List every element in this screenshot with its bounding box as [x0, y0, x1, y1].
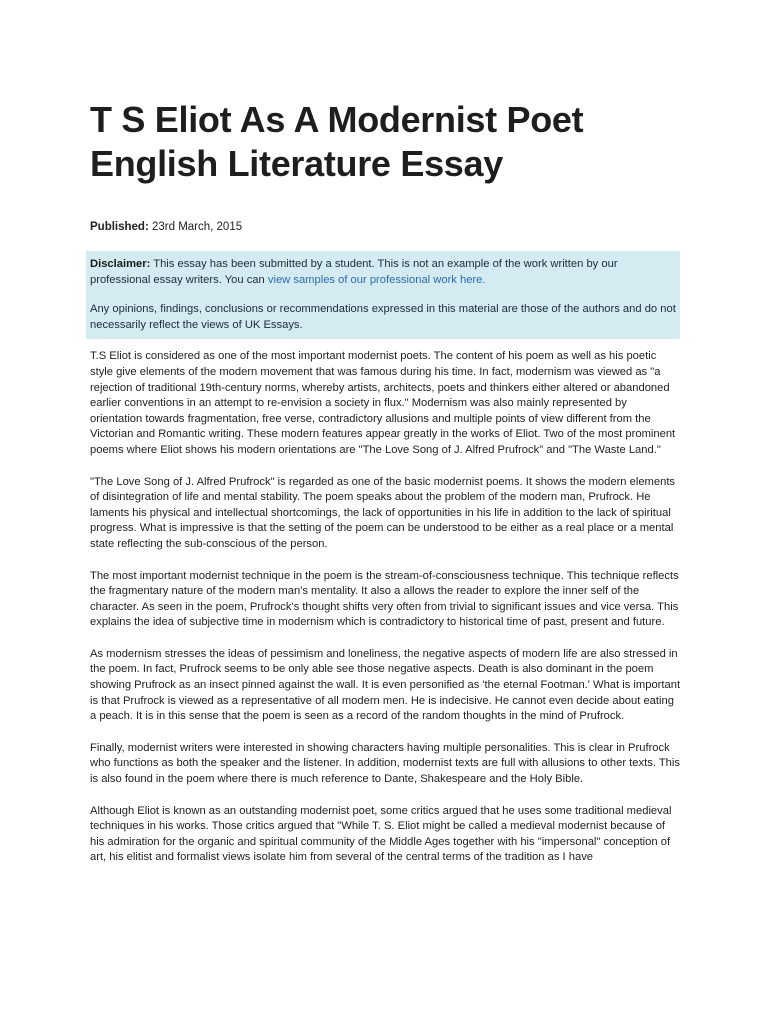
published-label: Published:: [90, 221, 149, 233]
essay-paragraph: The most important modernist technique in the poem is the stream-of-consciousness technique. This technique reflects the fragmentary nature of the modern man's mentality. It also a allows the reader to explore the inner self of the character. As seen in the poem, Prufrock's thought shifts very often from trivial to significant issues and vice versa. This explains the idea of subjective time in modernism which is contradictory to historical time of past, present and future.: [90, 569, 679, 629]
disclaimer-box: [86, 251, 680, 339]
published-date: 23rd March, 2015: [151, 221, 243, 233]
published-line: [90, 220, 682, 235]
disclaimer-text: This essay has been submitted by a student. This is not an example of the work written by our professional essay writers. You can: [90, 258, 618, 286]
page-title: T S Eliot As A Modernist Poet English Literature Essay: [90, 99, 584, 184]
essay-paragraph: As modernism stresses the ideas of pessimism and loneliness, the negative aspects of modern life are also stressed in the poem. In fact, Prufrock seems to be only able see those negative aspects. Death is also dominant in the poem showing Prufrock as an insect pinned against the wall. It is even personified as 'the eternal Footman.' What is important is that Prufrock is viewed as a representative of all modern men. He is indecisive. He cannot even decide about eating a peach. It is in this sense that the poem is seen as a record of the random thoughts in the mind of Prufrock.: [90, 647, 681, 723]
essay-paragraph: Finally, modernist writers were interested in showing characters having multiple personalities. This is clear in Prufrock who functions as both the speaker and the listener. In addition, modernist texts are full with allusions to other texts. This is also found in the poem where there is much reference to Dante, Shakespeare and the Holy Bible.: [90, 741, 680, 786]
professional-work-link[interactable]: view samples of our professional work here.: [267, 273, 486, 286]
essay-paragraph: "The Love Song of J. Alfred Prufrock" is regarded as one of the basic modernist poems. It shows the modern elements of disintegration of life and mental stability. The poem speaks about the problem of the modern man, Prufrock. He laments his physical and intellectual shortcomings, the lack of opportunities in his life in addition to the lack of spiritual progress. What is impressive is that the setting of the poem can be understood to be either as a real place or a mental state reflecting the sub-conscious of the person.: [90, 475, 676, 550]
essay-paragraph: T.S Eliot is considered as one of the most important modernist poets. The content of his poem as well as his poetic style give elements of the modern movement that was famous during his time. In fact, modernism was viewed as "a rejection of traditional 19th-century norms, whereby artists, architects, poets and thinkers either altered or abandoned earlier conventions in an attempt to re-envision a society in flux." Modernism was also mainly represented by orientation towards fragmentation, free verse, contradictory allusions and multiple points of view different from the Victorian and Romantic writing. These modern features appear greatly in the works of Eliot. Two of the most prominent poems where Eliot shows his modern orientations are "The Love Song of J. Alfred Prufrock" and "The Waste Land.": [90, 350, 676, 456]
essay-paragraph: Although Eliot is known as an outstanding modernist poet, some critics argued that he uses some traditional medieval techniques in his works. Those critics argued that "While T. S. Eliot might be called a medieval modernist because of his admiration for the organic and spiritual community of the Middle Ages together with his "impersonal" conception of art, his elitist and formalist views isolate him from several of the central terms of the tradition as I have: [90, 804, 672, 864]
disclaimer-opinions: Any opinions, findings, conclusions or recommendations expressed in this material are those of the authors and do not necessarily reflect the views of UK Essays.: [90, 303, 676, 331]
disclaimer-paragraph: [90, 257, 676, 288]
disclaimer-label: Disclaimer:: [90, 258, 151, 270]
article: [90, 98, 682, 882]
essay-body: [90, 349, 682, 866]
